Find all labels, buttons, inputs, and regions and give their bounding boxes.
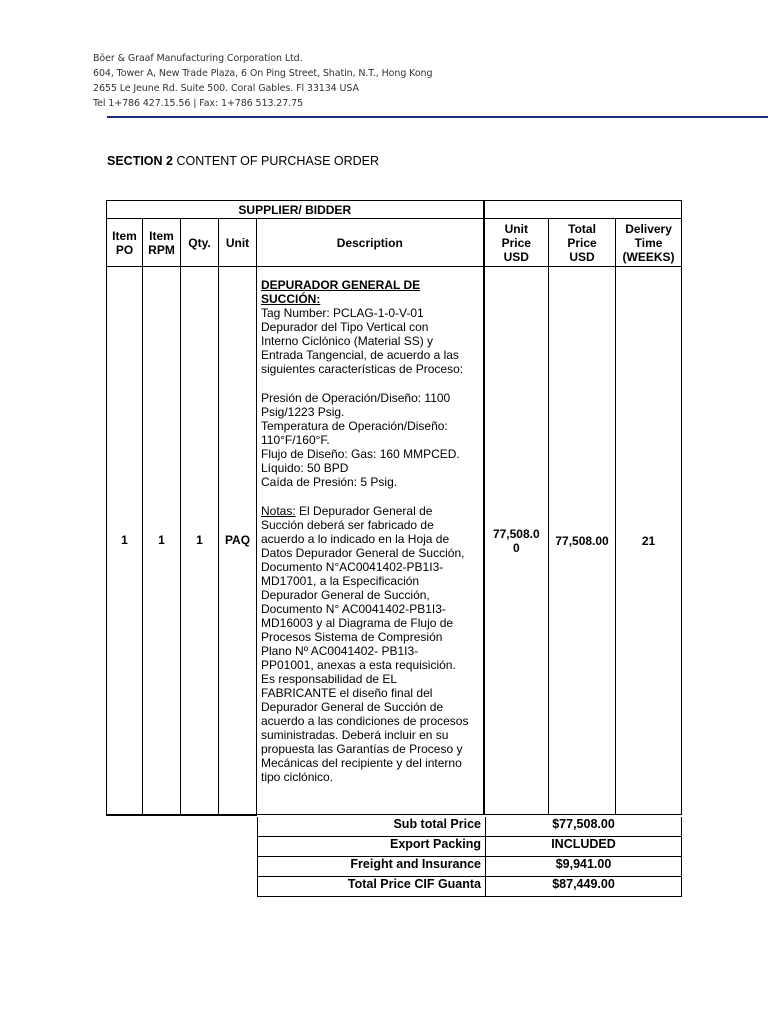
cell-item-po: 1	[107, 267, 143, 815]
description-line: Psig/1223 Psig.	[261, 405, 345, 419]
description-line: 110°F/160°F.	[261, 433, 330, 447]
cell-delivery: 21	[616, 267, 682, 815]
totals-row	[258, 857, 682, 877]
description-line: Documento N°AC0041402-PB1I3-	[261, 560, 444, 574]
cell-qty: 1	[181, 267, 219, 815]
company-name: Böer & Graaf Manufacturing Corporation Ltd.	[93, 53, 303, 64]
notes-label: Notas:	[261, 504, 296, 518]
section-label: SECTION 2	[107, 154, 173, 168]
totals-row	[258, 817, 682, 837]
col-unit-price	[484, 219, 549, 267]
totals-row	[258, 837, 682, 857]
totals-label: Sub total Price	[258, 817, 486, 837]
description-line: Succión deberá ser fabricado de	[261, 518, 434, 532]
col-item-po-line1: Item	[112, 228, 137, 243]
table-row	[107, 267, 682, 815]
notes-first-text: El Depurador General de	[295, 504, 433, 518]
col-delivery-line2: Time	[634, 235, 663, 250]
contact-line: Tel 1+786 427.15.56 | Fax: 1+786 513.27.75	[93, 98, 304, 109]
col-item-rpm-line1: Item	[149, 228, 174, 243]
supplier-header-row	[107, 201, 682, 219]
description-intro	[261, 306, 480, 376]
totals-value: $87,449.00	[486, 877, 682, 897]
cell-unit-price	[484, 267, 549, 815]
col-unit-price-line2: Price	[501, 235, 531, 250]
col-unit-price-line3: USD	[503, 249, 529, 264]
header-rule	[107, 116, 768, 118]
cell-unit: PAQ	[219, 267, 257, 815]
totals-value: INCLUDED	[486, 837, 682, 857]
description-line: Documento N° AC0041402-PB1I3-	[261, 602, 446, 616]
description-title	[261, 278, 480, 306]
totals-value: $77,508.00	[486, 817, 682, 837]
address-hong-kong: 604, Tower A, New Trade Plaza, 6 On Ping Street, Shatin, N.T., Hong Kong	[93, 68, 433, 79]
cell-item-rpm: 1	[143, 267, 181, 815]
description-line: Datos Depurador General de Succión,	[261, 546, 465, 560]
col-delivery-line3: (WEEKS)	[622, 249, 675, 264]
description-line: tipo ciclónico.	[261, 770, 334, 784]
description-line: Depurador del Tipo Vertical con	[261, 320, 429, 334]
section-heading	[107, 154, 379, 168]
col-total-price	[549, 219, 616, 267]
description-line: Plano Nº AC0041402- PB1I3-	[261, 644, 419, 658]
col-delivery-line1: Delivery	[625, 221, 672, 236]
totals-value: $9,941.00	[486, 857, 682, 877]
col-delivery	[616, 219, 682, 267]
description-line: Tag Number: PCLAG-1-0-V-01	[261, 306, 424, 320]
supplier-blank-cell	[484, 201, 682, 219]
col-item-rpm	[143, 219, 181, 267]
col-description: Description	[257, 219, 484, 267]
col-item-po	[107, 219, 143, 267]
totals-table	[257, 817, 682, 897]
cell-description	[257, 267, 484, 815]
description-line: FABRICANTE el diseño final del	[261, 686, 433, 700]
letterhead	[93, 51, 432, 111]
cell-unit-price-line1: 77,508.0	[492, 526, 540, 541]
description-notes-first-line	[261, 504, 480, 518]
description-line: Entrada Tangencial, de acuerdo a las	[261, 348, 459, 362]
description-title-line2: SUCCIÓN:	[261, 292, 321, 306]
description-line: Depurador General de Succión,	[261, 588, 430, 602]
col-total-price-line3: USD	[569, 249, 595, 264]
description-line: Es responsabilidad de EL	[261, 672, 398, 686]
description-line: acuerdo a lo indicado en la Hoja de	[261, 532, 450, 546]
description-specs	[261, 391, 480, 489]
col-unit: Unit	[219, 219, 257, 267]
address-usa: 2655 Le Jeune Rd. Suite 500. Coral Gables. Fl 33134 USA	[93, 83, 359, 94]
description-line: MD17001, a la Especificación	[261, 574, 420, 588]
description-line: propuesta las Garantías de Proceso y	[261, 742, 463, 756]
supplier-bidder-header: SUPPLIER/ BIDDER	[107, 201, 484, 219]
col-total-price-line2: Price	[567, 235, 597, 250]
col-item-po-line2: PO	[115, 242, 134, 257]
description-line: Depurador General de Succión de	[261, 700, 444, 714]
description-line: PP01001, anexas a esta requisición.	[261, 658, 456, 672]
col-qty: Qty.	[181, 219, 219, 267]
description-line: suministradas. Deberá incluir en su	[261, 728, 449, 742]
description-line: MD16003 y al Diagrama de Flujo de	[261, 616, 454, 630]
paragraph-gap	[261, 489, 480, 504]
description-line: Flujo de Diseño: Gas: 160 MMPCED.	[261, 447, 460, 461]
col-total-price-line1: Total	[568, 221, 596, 236]
totals-label: Total Price CIF Guanta	[258, 877, 486, 897]
description-line: Interno Ciclónico (Material SS) y	[261, 334, 434, 348]
description-notes	[261, 518, 480, 784]
totals-label: Freight and Insurance	[258, 857, 486, 877]
description-line: siguientes características de Proceso:	[261, 362, 464, 376]
purchase-order-table	[106, 200, 682, 816]
paragraph-gap	[261, 376, 480, 391]
description-line: Mecánicas del recipiente y del interno	[261, 756, 462, 770]
column-header-row	[107, 219, 682, 267]
description-line: Temperatura de Operación/Diseño:	[261, 419, 448, 433]
description-title-line1: DEPURADOR GENERAL DE	[261, 278, 421, 292]
totals-label: Export Packing	[258, 837, 486, 857]
description-line: Caída de Presión: 5 Psig.	[261, 475, 398, 489]
col-item-rpm-line2: RPM	[148, 242, 175, 257]
col-unit-price-line1: Unit	[504, 221, 528, 236]
description-line: acuerdo a las condiciones de procesos	[261, 714, 469, 728]
cell-total-price: 77,508.00	[549, 267, 616, 815]
description-line: Procesos Sistema de Compresión	[261, 630, 443, 644]
section-title: CONTENT OF PURCHASE ORDER	[176, 154, 380, 168]
totals-row	[258, 877, 682, 897]
cell-unit-price-line2: 0	[512, 540, 520, 555]
description-line: Líquido: 50 BPD	[261, 461, 349, 475]
description-line: Presión de Operación/Diseño: 1100	[261, 391, 451, 405]
